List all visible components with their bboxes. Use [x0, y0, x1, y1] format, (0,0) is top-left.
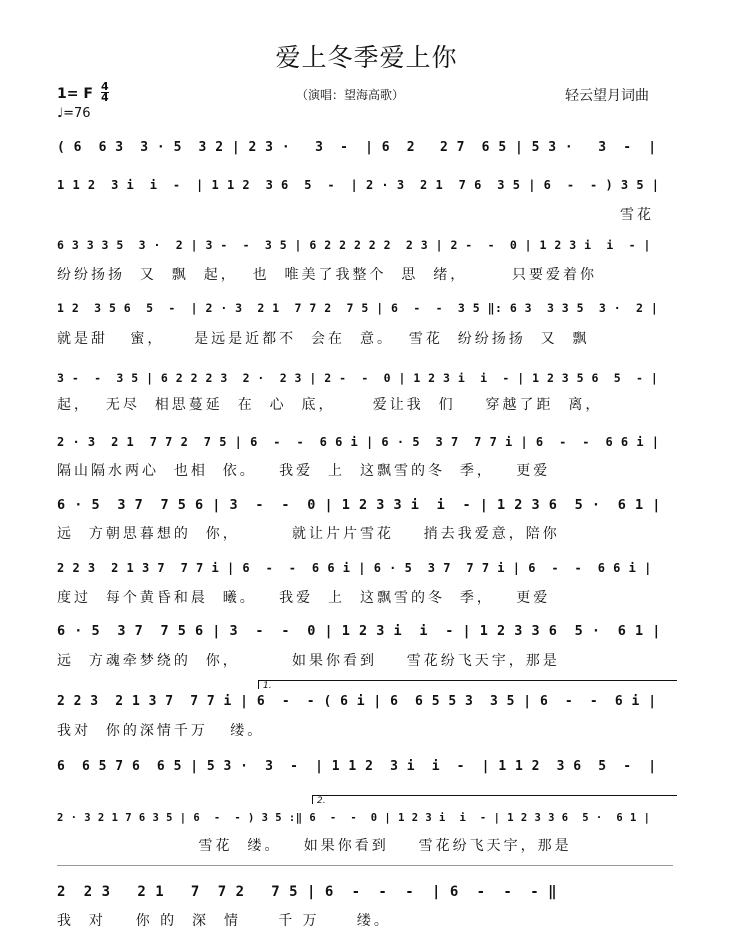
stave-row-2 [57, 173, 673, 197]
volta-2: 2. [312, 795, 677, 804]
lyric-row-2: 雪花 [620, 207, 654, 223]
notes-row-9: 6 · 5 3 7 7 5 6 | 3 - - 0 | 1 2 3 i i - | 1 2 3 3 6 5 · 6 1 | [57, 623, 661, 639]
time-signature [101, 82, 109, 103]
notes-row-12: 2 · 3 2 1 7 6 3 5 | 6 - - ) 3 5 :‖ 6 - - 0 | 1 2 3 i i - | 1 2 3 3 6 5 · 6 1 | [57, 812, 651, 824]
lyric-row-6: 隔山隔水两心 也相 依。 我爱 上 这飘雪的冬 季， 更爱 [57, 463, 551, 479]
stave-row-9 [57, 619, 673, 643]
lyric-row-10: 我对 你的深情千万 缕。 [57, 723, 265, 739]
stave-row-11 [57, 755, 673, 779]
stave-row-12 [57, 806, 673, 830]
notes-row-8: 2 2 3 2 1 3 7 7 7 i | 6 - - 6 6 i | 6 · 5 3 7 7 7 i | 6 - - 6 6 i | [57, 561, 652, 575]
lyric-row-13: 我 对 你 的 深 情 千 万 缕。 [57, 913, 391, 929]
stave-row-3 [57, 233, 673, 257]
lyric-row-12: 雪花 缕。 如果你看到 雪花纷飞天宇，那是 [57, 838, 572, 854]
stave-row-1 [57, 136, 673, 160]
notes-row-5: 3 - - 3 5 | 6 2 2 2 3 2 · 2 3 | 2 - - 0 | 1 2 3 i i - | 1 2 3 5 6 5 - | [57, 371, 659, 385]
notes-row-2: 1 1 2 3 i i - | 1 1 2 3 6 5 - | 2 · 3 2 1 7 6 3 5 | 6 - - ) 3 5 | [57, 178, 660, 192]
volta-1: 1. [258, 680, 677, 689]
singer-credit: （演唱：望海高歌） [296, 88, 405, 102]
notes-row-4: 1 2 3 5 6 5 - | 2 · 3 2 1 7 7 2 7 5 | 6 - - 3 5 ‖: 6 3 3 3 5 3 · 2 | [57, 301, 659, 315]
stave-row-8 [57, 556, 673, 580]
stave-row-7 [57, 493, 673, 517]
notes-row-6: 2 · 3 2 1 7 7 2 7 5 | 6 - - 6 6 i | 6 · 5 3 7 7 7 i | 6 - - 6 6 i | [57, 435, 660, 449]
stave-row-6 [57, 430, 673, 454]
stave-row-10 [57, 690, 673, 714]
lyric-row-9: 远 方魂牵梦绕的 你， 如果你看到 雪花纷飞天宇，那是 [57, 653, 560, 669]
divider-line [57, 865, 673, 866]
meter-bottom: 4 [101, 91, 109, 104]
stave-row-5 [57, 366, 673, 390]
lyric-row-8: 度过 每个黄昏和晨 曦。 我爱 上 这飘雪的冬 季， 更爱 [57, 590, 551, 606]
tempo-marking: ♩=76 [57, 106, 91, 121]
song-title: 爱上冬季爱上你 [275, 43, 458, 72]
lyric-row-7: 远 方朝思暮想的 你， 就让片片雪花 捎去我爱意，陪你 [57, 526, 560, 542]
key-signature: 1= F [57, 86, 93, 102]
notes-row-10: 2 2 3 2 1 3 7 7 7 i | 6 - - ( 6 i | 6 6 5 5 3 3 5 | 6 - - 6 i | [57, 694, 657, 709]
lyric-row-4: 就是甜 蜜， 是远是近都不 会在 意。 雪花 纷纷扬扬 又 飘 [57, 331, 590, 347]
lyric-row-3: 纷纷扬扬 又 飘 起， 也 唯美了我整个 思 绪， 只要爱着你 [57, 267, 598, 283]
notes-row-13: 2 2 3 2 1 7 7 2 7 5 | 6 - - - | 6 - - - ‖ [57, 884, 558, 900]
notes-row-1: ( 6 6 3 3 · 5 3 2 | 2 3 · 3 - | 6 2 2 7 6 5 | 5 3 · 3 - | [57, 140, 657, 155]
stave-row-4 [57, 296, 673, 320]
composer-credit: 轻云望月词曲 [565, 88, 649, 104]
stave-row-13 [57, 880, 673, 904]
lyric-row-5: 起， 无尽 相思蔓延 在 心 底， 爱让我 们 穿越了距 离， [57, 397, 603, 413]
meter-top: 4 [101, 80, 109, 93]
notes-row-11: 6 6 5 7 6 6 5 | 5 3 · 3 - | 1 1 2 3 i i - | 1 1 2 3 6 5 - | [57, 759, 657, 774]
notes-row-7: 6 · 5 3 7 7 5 6 | 3 - - 0 | 1 2 3 3 i i - | 1 2 3 6 5 · 6 1 | [57, 497, 661, 513]
notes-row-3: 6 3 3 3 5 3 · 2 | 3 - - 3 5 | 6 2 2 2 2 2 2 3 | 2 - - 0 | 1 2 3 i i - | [57, 238, 651, 252]
